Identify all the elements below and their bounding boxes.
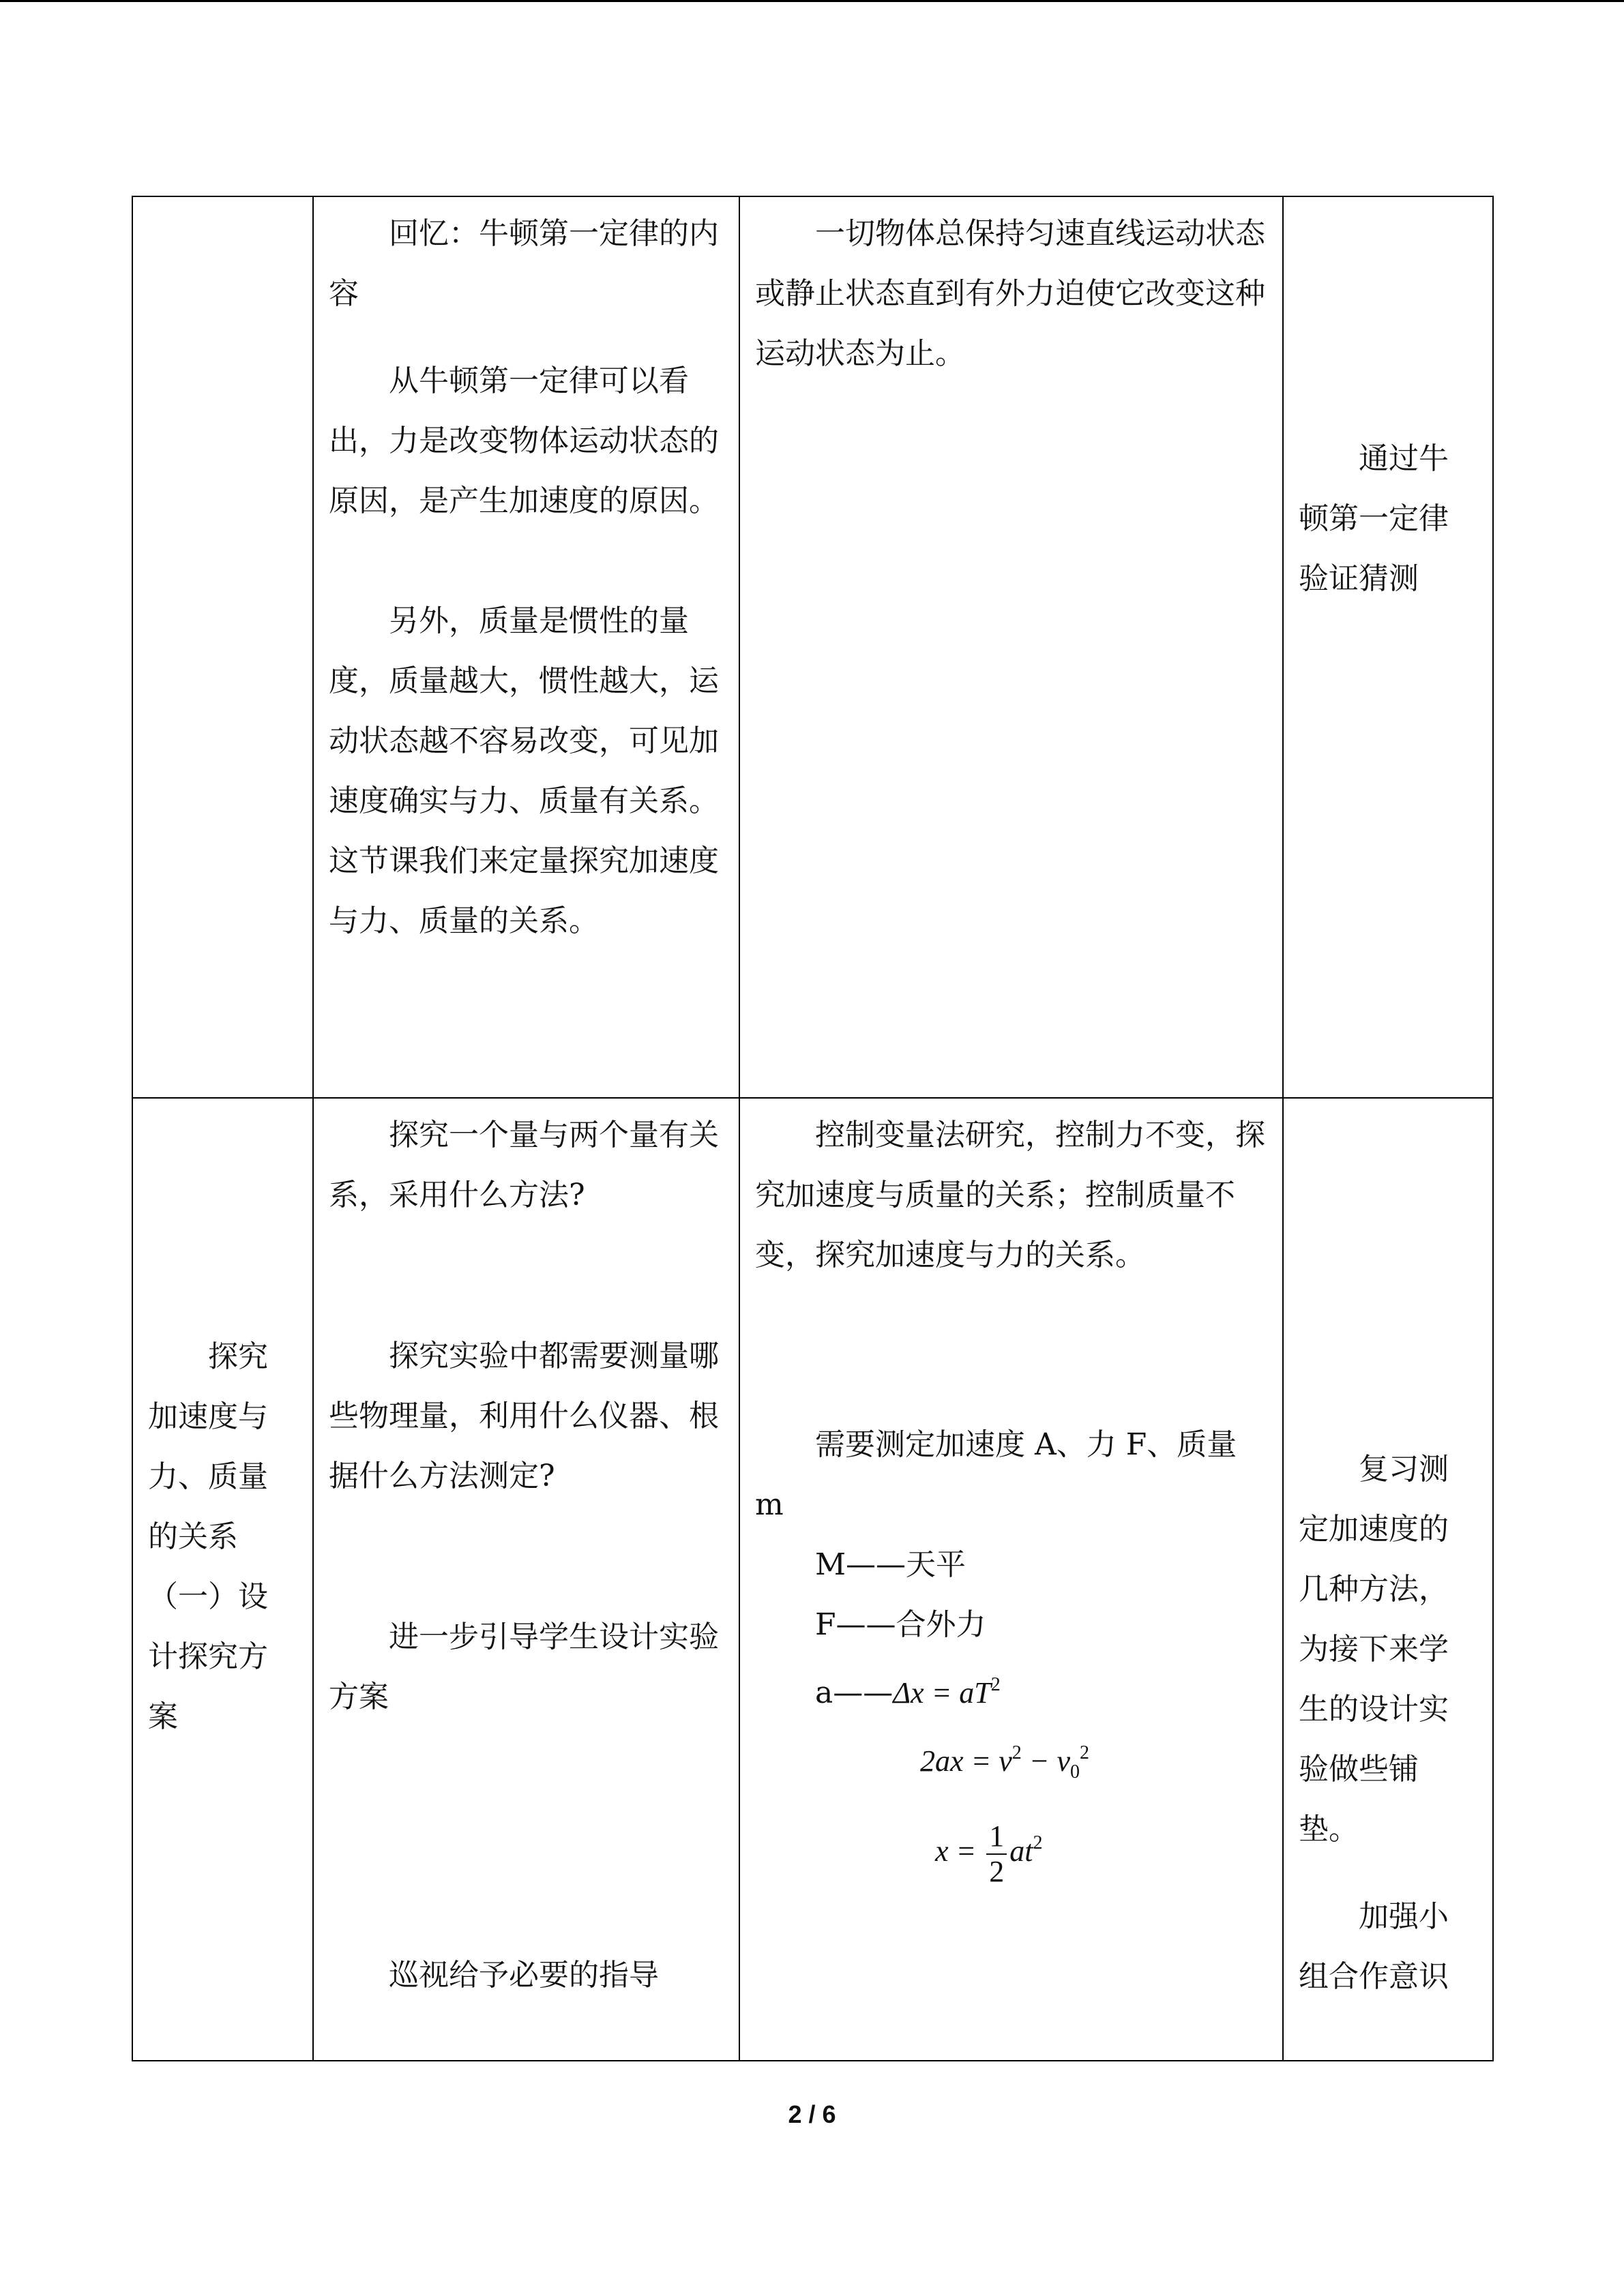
lesson-plan-table	[132, 196, 1494, 2061]
measure-mass-line: M——天平	[815, 1547, 966, 1582]
design-intent-verify: 通过牛顿第一定律验证猜测	[1299, 441, 1449, 596]
row1-teacher-activity-cell	[313, 196, 739, 1098]
stage-title: 探究加速度与力、质量的关系（一）设计探究方案	[148, 1339, 268, 1734]
row2-teacher-activity-cell	[313, 1098, 739, 2061]
design-intent-teamwork: 加强小组合作意识	[1299, 1899, 1449, 1994]
teacher-design-guidance: 进一步引导学生设计实验方案	[329, 1620, 719, 1714]
fraction-one-half: $\frac{1}{2}$	[986, 1819, 1007, 1889]
row1-student-activity-cell	[739, 196, 1283, 1098]
row2-stage-cell	[132, 1098, 313, 2061]
row1-design-intent-cell	[1283, 196, 1493, 1098]
row2-design-intent-cell	[1283, 1098, 1493, 2061]
student-measure-quantities: 需要测定加速度 A、力 F、质量 m	[755, 1427, 1237, 1522]
table-row	[132, 196, 1493, 1098]
teacher-recall-question: 回忆：牛顿第一定律的内容	[329, 216, 719, 311]
equation-velocity-displacement: $2ax = v^2 - v_0^2$	[920, 1742, 1089, 1783]
teacher-patrol-guidance: 巡视给予必要的指导	[389, 1958, 659, 1993]
equation-delta-x: $\Delta x = aT^2$	[893, 1674, 1001, 1710]
teacher-measure-question: 探究实验中都需要测量哪些物理量，利用什么仪器、根据什么方法测定?	[329, 1339, 719, 1493]
measure-acceleration-line	[755, 1655, 1267, 1723]
table-row	[132, 1098, 1493, 2061]
teacher-first-law-explanation: 从牛顿第一定律可以看出，力是改变物体运动状态的原因，是产生加速度的原因。	[329, 363, 719, 518]
student-first-law-statement: 一切物体总保持匀速直线运动状态或静止状态直到有外力迫使它改变这种运动状态为止。	[755, 216, 1265, 371]
row2-student-activity-cell	[739, 1098, 1283, 2061]
teacher-mass-inertia-explanation: 另外，质量是惯性的量度，质量越大，惯性越大，运动状态越不容易改变，可见加速度确实与力、质量有关系。这节课我们来定量探究加速度与力、质量的关系。	[329, 603, 719, 938]
teacher-method-question: 探究一个量与两个量有关系，采用什么方法?	[329, 1118, 719, 1212]
row1-stage-cell	[132, 196, 313, 1098]
measure-force-line: F——合外力	[815, 1607, 986, 1642]
page-number: 2 / 6	[788, 2100, 836, 2128]
design-intent-review: 复习测定加速度的几种方法，为接下来学生的设计实验做些铺垫。	[1299, 1452, 1449, 1847]
student-control-variable-method: 控制变量法研究，控制力不变，探究加速度与质量的关系；控制质量不变，探究加速度与力的关系。	[755, 1118, 1265, 1272]
equation-displacement: x = $\frac{1}{2}$ $at^2$	[935, 1819, 1043, 1888]
top-border-line	[0, 0, 1624, 2]
acceleration-prefix: a——	[815, 1675, 894, 1710]
